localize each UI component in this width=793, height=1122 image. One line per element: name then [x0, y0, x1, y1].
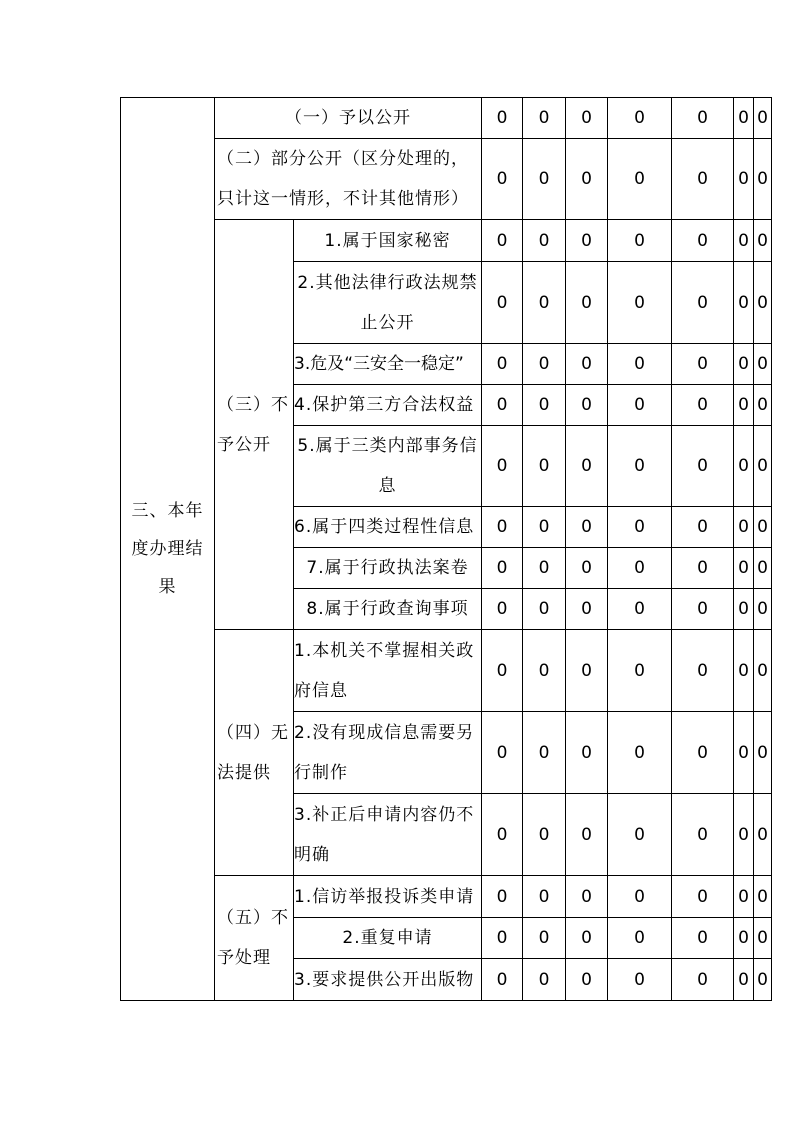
row-label: 5.属于三类内部事务信息: [294, 426, 482, 507]
value-cell: 0: [566, 918, 608, 959]
value-cell: 0: [734, 220, 754, 262]
value-cell: 0: [523, 426, 566, 507]
row-label: 7.属于行政执法案卷: [294, 548, 482, 589]
row-label: 6.属于四类过程性信息: [294, 507, 482, 548]
value-cell: 0: [672, 385, 734, 426]
value-cell: 0: [734, 344, 754, 385]
value-cell: 0: [608, 712, 672, 794]
row-label: 3.危及“三安全一稳定”: [294, 344, 482, 385]
value-cell: 0: [608, 98, 672, 139]
value-cell: 0: [523, 139, 566, 220]
value-cell: 0: [608, 794, 672, 876]
value-cell: 0: [523, 98, 566, 139]
group-3-label: （三）不予公开: [215, 220, 294, 630]
value-cell: 0: [608, 220, 672, 262]
value-cell: 0: [566, 548, 608, 589]
value-cell: 0: [523, 876, 566, 918]
value-cell: 0: [482, 262, 523, 344]
group-5-label: （五）不予处理: [215, 876, 294, 1001]
value-cell: 0: [672, 220, 734, 262]
value-cell: 0: [523, 220, 566, 262]
value-cell: 0: [754, 262, 772, 344]
value-cell: 0: [482, 344, 523, 385]
value-cell: 0: [566, 794, 608, 876]
value-cell: 0: [482, 507, 523, 548]
value-cell: 0: [734, 385, 754, 426]
value-cell: 0: [482, 426, 523, 507]
row-label: 2.其他法律行政法规禁止公开: [294, 262, 482, 344]
table-row: [121, 630, 772, 712]
value-cell: 0: [608, 589, 672, 630]
value-cell: 0: [608, 876, 672, 918]
value-cell: 0: [566, 507, 608, 548]
value-cell: 0: [734, 959, 754, 1001]
value-cell: 0: [754, 220, 772, 262]
value-cell: 0: [608, 426, 672, 507]
value-cell: 0: [672, 262, 734, 344]
value-cell: 0: [754, 712, 772, 794]
value-cell: 0: [672, 426, 734, 507]
value-cell: 0: [672, 507, 734, 548]
section-title-cell: [121, 98, 215, 1001]
value-cell: 0: [672, 794, 734, 876]
value-cell: 0: [734, 507, 754, 548]
value-cell: 0: [672, 548, 734, 589]
row-label: 1.信访举报投诉类申请: [294, 876, 482, 918]
row-label: 1.本机关不掌握相关政府信息: [294, 630, 482, 712]
value-cell: 0: [523, 262, 566, 344]
row-label: 8.属于行政查询事项: [294, 589, 482, 630]
value-cell: 0: [608, 630, 672, 712]
results-table: [120, 97, 772, 1001]
value-cell: 0: [482, 876, 523, 918]
value-cell: 0: [566, 385, 608, 426]
value-cell: 0: [482, 98, 523, 139]
value-cell: 0: [754, 139, 772, 220]
value-cell: 0: [523, 794, 566, 876]
value-cell: 0: [523, 959, 566, 1001]
value-cell: 0: [566, 344, 608, 385]
value-cell: 0: [734, 712, 754, 794]
value-cell: 0: [754, 959, 772, 1001]
value-cell: 0: [734, 139, 754, 220]
value-cell: 0: [734, 98, 754, 139]
value-cell: 0: [754, 344, 772, 385]
value-cell: 0: [523, 712, 566, 794]
value-cell: 0: [734, 426, 754, 507]
value-cell: 0: [566, 262, 608, 344]
value-cell: 0: [566, 959, 608, 1001]
value-cell: 0: [482, 385, 523, 426]
value-cell: 0: [754, 630, 772, 712]
value-cell: 0: [672, 959, 734, 1001]
value-cell: 0: [754, 385, 772, 426]
value-cell: 0: [672, 630, 734, 712]
value-cell: 0: [754, 426, 772, 507]
value-cell: 0: [734, 589, 754, 630]
row-label: 2.重复申请: [294, 918, 482, 959]
value-cell: 0: [608, 344, 672, 385]
value-cell: 0: [566, 589, 608, 630]
value-cell: 0: [482, 589, 523, 630]
value-cell: 0: [672, 918, 734, 959]
value-cell: 0: [608, 507, 672, 548]
table-row: [121, 139, 772, 220]
value-cell: 0: [754, 876, 772, 918]
row-label: 3.补正后申请内容仍不明确: [294, 794, 482, 876]
value-cell: 0: [608, 918, 672, 959]
value-cell: 0: [482, 712, 523, 794]
value-cell: 0: [566, 876, 608, 918]
row-label: 2.没有现成信息需要另行制作: [294, 712, 482, 794]
section-title: 三、本年度办理结果: [131, 501, 204, 597]
value-cell: 0: [672, 712, 734, 794]
value-cell: 0: [754, 548, 772, 589]
value-cell: 0: [608, 139, 672, 220]
table-row: [121, 98, 772, 139]
value-cell: 0: [608, 385, 672, 426]
group-1-label: （一）予以公开: [215, 98, 482, 139]
value-cell: 0: [566, 426, 608, 507]
row-label: 4.保护第三方合法权益: [294, 385, 482, 426]
table-row: [121, 220, 772, 262]
value-cell: 0: [608, 548, 672, 589]
value-cell: 0: [672, 98, 734, 139]
value-cell: 0: [523, 589, 566, 630]
value-cell: 0: [482, 794, 523, 876]
value-cell: 0: [566, 139, 608, 220]
value-cell: 0: [754, 589, 772, 630]
value-cell: 0: [754, 794, 772, 876]
row-label: 3.要求提供公开出版物: [294, 959, 482, 1001]
value-cell: 0: [754, 507, 772, 548]
row-label: 1.属于国家秘密: [294, 220, 482, 262]
value-cell: 0: [734, 630, 754, 712]
value-cell: 0: [566, 630, 608, 712]
value-cell: 0: [482, 959, 523, 1001]
group-4-label: （四）无法提供: [215, 630, 294, 876]
value-cell: 0: [482, 548, 523, 589]
table-row: [121, 876, 772, 918]
value-cell: 0: [734, 794, 754, 876]
value-cell: 0: [734, 548, 754, 589]
value-cell: 0: [672, 876, 734, 918]
value-cell: 0: [608, 262, 672, 344]
value-cell: 0: [523, 630, 566, 712]
value-cell: 0: [482, 139, 523, 220]
value-cell: 0: [608, 959, 672, 1001]
value-cell: 0: [672, 589, 734, 630]
group-2-label: （二）部分公开（区分处理的，只计这一情形，不计其他情形）: [215, 139, 482, 220]
value-cell: 0: [734, 262, 754, 344]
value-cell: 0: [734, 918, 754, 959]
value-cell: 0: [482, 630, 523, 712]
value-cell: 0: [566, 712, 608, 794]
value-cell: 0: [523, 548, 566, 589]
value-cell: 0: [754, 98, 772, 139]
value-cell: 0: [523, 344, 566, 385]
value-cell: 0: [734, 876, 754, 918]
value-cell: 0: [672, 139, 734, 220]
value-cell: 0: [566, 98, 608, 139]
value-cell: 0: [523, 918, 566, 959]
value-cell: 0: [482, 918, 523, 959]
value-cell: 0: [566, 220, 608, 262]
value-cell: 0: [523, 507, 566, 548]
value-cell: 0: [523, 385, 566, 426]
value-cell: 0: [754, 918, 772, 959]
value-cell: 0: [672, 344, 734, 385]
value-cell: 0: [482, 220, 523, 262]
